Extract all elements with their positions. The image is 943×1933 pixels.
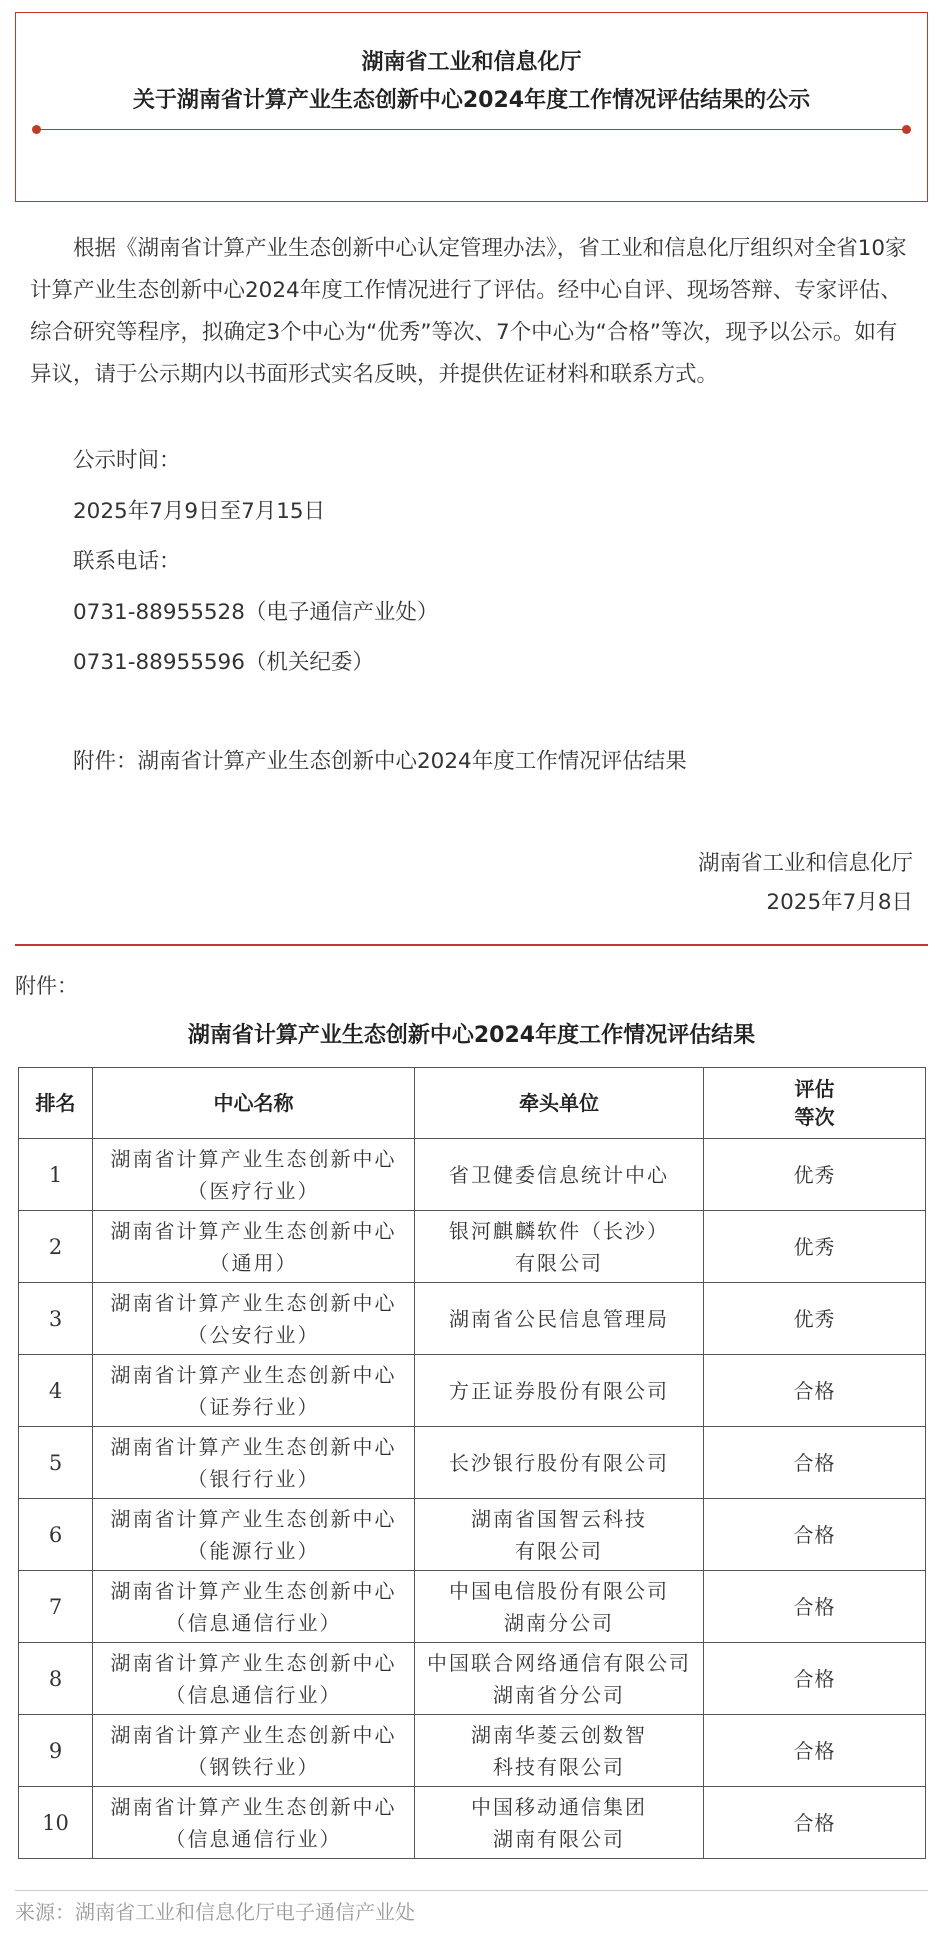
table-row	[19, 1643, 926, 1715]
lead-line1: 省卫健委信息统计中心	[449, 1162, 669, 1187]
table-row	[19, 1211, 926, 1283]
attachment-note: 附件：湖南省计算产业生态创新中心2024年度工作情况评估结果	[73, 749, 687, 774]
lead-cell	[415, 1571, 704, 1643]
name-line1: 湖南省计算产业生态创新中心	[110, 1722, 397, 1747]
lead-line1: 方正证券股份有限公司	[449, 1378, 669, 1403]
name-line2: （银行行业）	[187, 1466, 320, 1491]
name-line2: （信息通信行业）	[165, 1610, 342, 1635]
period-value: 2025年7月9日至7月15日	[73, 499, 326, 524]
name-line2: （钢铁行业）	[187, 1754, 320, 1779]
lead-cell	[415, 1643, 704, 1715]
phone-2: 0731-88955596（机关纪委）	[73, 650, 374, 675]
name-line2: （能源行业）	[187, 1538, 320, 1563]
name-cell	[93, 1499, 415, 1571]
rank-cell: 8	[19, 1643, 93, 1715]
table-row	[19, 1787, 926, 1859]
table-row	[19, 1499, 926, 1571]
rank-cell: 4	[19, 1355, 93, 1427]
rank-cell: 9	[19, 1715, 93, 1787]
name-line2: （证券行业）	[187, 1394, 320, 1419]
name-cell	[93, 1715, 415, 1787]
table-row	[19, 1715, 926, 1787]
table-row	[19, 1427, 926, 1499]
phone-1: 0731-88955528（电子通信产业处）	[73, 600, 439, 625]
period-label: 公示时间：	[73, 448, 181, 473]
rank-cell: 6	[19, 1499, 93, 1571]
header-name: 中心名称	[93, 1068, 415, 1139]
divider-dot-right	[902, 125, 911, 134]
name-cell	[93, 1643, 415, 1715]
table-row	[19, 1571, 926, 1643]
name-line1: 湖南省计算产业生态创新中心	[110, 1290, 397, 1315]
grade-cell: 合格	[704, 1715, 926, 1787]
name-line1: 湖南省计算产业生态创新中心	[110, 1578, 397, 1603]
grade-cell: 合格	[704, 1787, 926, 1859]
name-cell	[93, 1139, 415, 1211]
name-line2: （医疗行业）	[187, 1178, 320, 1203]
notice-header	[15, 12, 928, 202]
table-title: 湖南省计算产业生态创新中心2024年度工作情况评估结果	[187, 1023, 756, 1048]
name-line2: （信息通信行业）	[165, 1682, 342, 1707]
name-line1: 湖南省计算产业生态创新中心	[110, 1794, 397, 1819]
rank-cell: 7	[19, 1571, 93, 1643]
lead-cell	[415, 1499, 704, 1571]
table-row	[19, 1139, 926, 1211]
header-divider	[36, 129, 907, 130]
notice-title: 关于湖南省计算产业生态创新中心2024年度工作情况评估结果的公示	[132, 88, 811, 113]
phone-label: 联系电话：	[73, 549, 181, 574]
header-grade	[704, 1068, 926, 1139]
table-row	[19, 1283, 926, 1355]
lead-cell	[415, 1715, 704, 1787]
lead-cell	[415, 1787, 704, 1859]
lead-cell	[415, 1283, 704, 1355]
grade-cell: 合格	[704, 1355, 926, 1427]
divider-dot-left	[32, 125, 41, 134]
name-cell	[93, 1283, 415, 1355]
lead-cell	[415, 1211, 704, 1283]
results-table	[18, 1067, 926, 1859]
lead-line1: 银河麒麟软件（长沙）	[449, 1218, 669, 1243]
name-line1: 湖南省计算产业生态创新中心	[110, 1434, 397, 1459]
notice-paragraph: 根据《湖南省计算产业生态创新中心认定管理办法》，省工业和信息化厅组织对全省10家计算产业生态创新中心2024年度工作情况进行了评估。经中心自评、现场答辩、专家评估、综合研究等程序，拟确定3个中心为“优秀”等次、7个中心为“合格”等次，现予以公示。如有异议，请于公示期内以书面形式实名反映，并提供佐证材料和联系方式。	[30, 236, 907, 387]
name-line1: 湖南省计算产业生态创新中心	[110, 1506, 397, 1531]
signature-date: 2025年7月8日	[766, 890, 913, 915]
section-divider	[15, 944, 928, 946]
name-cell	[93, 1427, 415, 1499]
source-note: 来源：湖南省工业和信息化厅电子通信产业处	[15, 1900, 415, 1924]
name-cell	[93, 1787, 415, 1859]
rank-cell: 10	[19, 1787, 93, 1859]
rank-cell: 1	[19, 1139, 93, 1211]
name-line2: （公安行业）	[187, 1322, 320, 1347]
rank-cell: 2	[19, 1211, 93, 1283]
rank-cell: 3	[19, 1283, 93, 1355]
lead-line2: 湖南有限公司	[493, 1826, 625, 1851]
grade-cell: 合格	[704, 1499, 926, 1571]
name-line1: 湖南省计算产业生态创新中心	[110, 1650, 397, 1675]
issuer-title: 湖南省工业和信息化厅	[361, 50, 582, 75]
table-row	[19, 1355, 926, 1427]
lead-line1: 湖南省国智云科技	[471, 1506, 647, 1531]
lead-cell	[415, 1355, 704, 1427]
grade-cell: 优秀	[704, 1211, 926, 1283]
lead-line2: 科技有限公司	[493, 1754, 625, 1779]
grade-cell: 优秀	[704, 1283, 926, 1355]
lead-line2: 湖南分公司	[504, 1610, 614, 1635]
name-line1: 湖南省计算产业生态创新中心	[110, 1218, 397, 1243]
header-lead: 牵头单位	[415, 1068, 704, 1139]
lead-cell	[415, 1427, 704, 1499]
attachment-label: 附件：	[15, 974, 78, 998]
lead-line1: 中国电信股份有限公司	[449, 1578, 669, 1603]
lead-line2: 有限公司	[515, 1538, 603, 1563]
header-rank: 排名	[19, 1068, 93, 1139]
grade-cell: 优秀	[704, 1139, 926, 1211]
header-grade-line1: 评估	[794, 1077, 835, 1101]
lead-line1: 湖南省公民信息管理局	[449, 1306, 669, 1331]
name-line2: （通用）	[209, 1250, 298, 1275]
lead-cell	[415, 1139, 704, 1211]
signature-org: 湖南省工业和信息化厅	[697, 851, 913, 876]
footer-divider	[15, 1890, 928, 1891]
name-cell	[93, 1355, 415, 1427]
grade-cell: 合格	[704, 1571, 926, 1643]
lead-line1: 长沙银行股份有限公司	[449, 1450, 669, 1475]
rank-cell: 5	[19, 1427, 93, 1499]
grade-cell: 合格	[704, 1427, 926, 1499]
name-line1: 湖南省计算产业生态创新中心	[110, 1146, 397, 1171]
name-line1: 湖南省计算产业生态创新中心	[110, 1362, 397, 1387]
lead-line2: 湖南省分公司	[493, 1682, 625, 1707]
lead-line1: 中国移动通信集团	[471, 1794, 647, 1819]
table-header-row	[19, 1068, 926, 1139]
lead-line2: 有限公司	[515, 1250, 603, 1275]
name-cell	[93, 1571, 415, 1643]
lead-line1: 湖南华菱云创数智	[471, 1722, 647, 1747]
lead-line1: 中国联合网络通信有限公司	[427, 1650, 691, 1675]
name-cell	[93, 1211, 415, 1283]
grade-cell: 合格	[704, 1643, 926, 1715]
name-line2: （信息通信行业）	[165, 1826, 342, 1851]
header-grade-line2: 等次	[794, 1105, 835, 1129]
